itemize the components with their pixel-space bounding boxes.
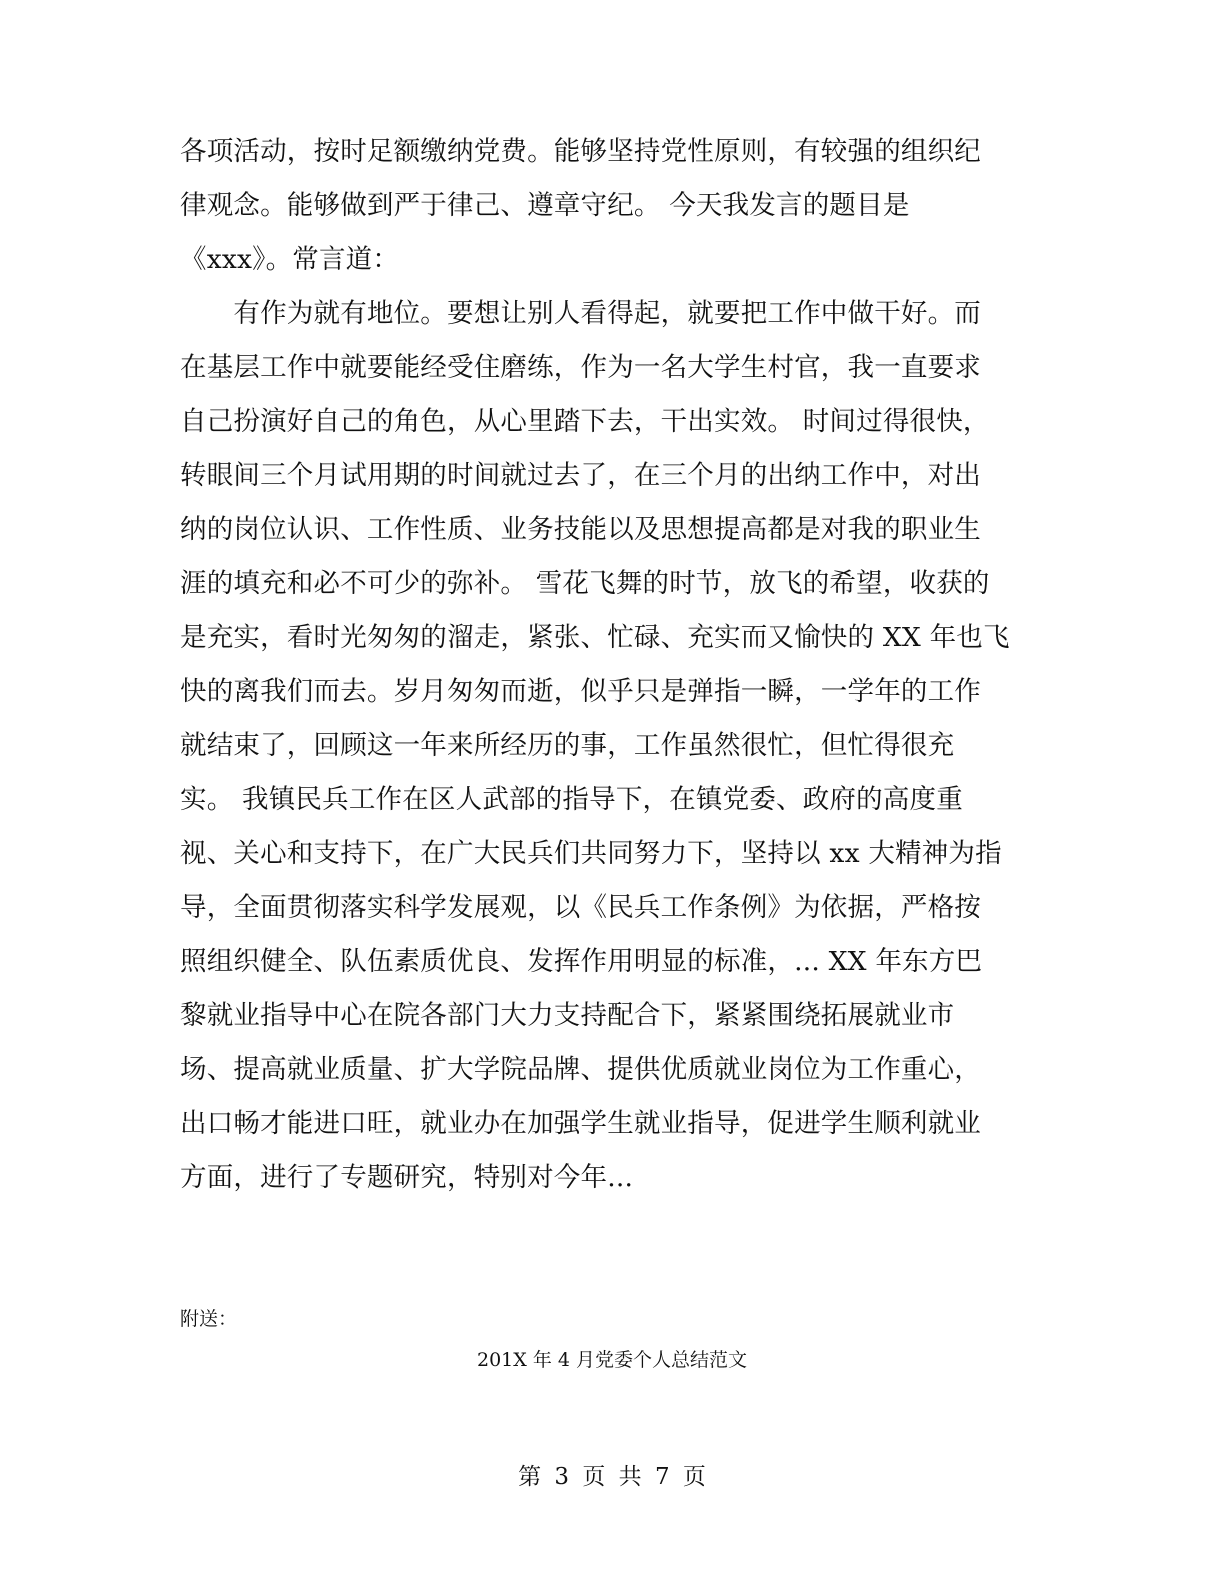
text-line: 自己扮演好自己的角色，从心里踏下去，干出实效。 时间过得很快， [180,406,990,437]
text-line: 各项活动，按时足额缴纳党费。能够坚持党性原则，有较强的组织纪 [180,136,981,167]
text-line: 照组织健全、队伍素质优良、发挥作用明显的标准，... XX 年东方巴 [180,946,983,977]
text-line: 是充实，看时光匆匆的溜走，紧张、忙碌、充实而又愉快的 XX 年也飞 [180,622,1010,653]
text-line: 转眼间三个月试用期的时间就过去了，在三个月的出纳工作中，对出 [180,460,981,491]
text-line: 黎就业指导中心在院各部门大力支持配合下，紧紧围绕拓展就业市 [180,1000,955,1031]
text-line: 《xxx》。常言道： [180,244,400,275]
text-line: 就结束了，回顾这一年来所经历的事，工作虽然很忙，但忙得很充 [180,730,955,761]
text-line: 场、提高就业质量、扩大学院品牌、提供优质就业岗位为工作重心， [180,1054,981,1085]
text-line: 涯的填充和必不可少的弥补。 雪花飞舞的时节，放飞的希望，收获的 [180,568,990,599]
text-line: 方面，进行了专题研究，特别对今年... [180,1162,634,1193]
attachment-title: 201X 年 4 月党委个人总结范文 [477,1349,747,1371]
text-line: 有作为就有地位。要想让别人看得起，就要把工作中做干好。而 [180,298,981,329]
page-footer: 第 3 页 共 7 页 [518,1464,706,1490]
text-line: 实。 我镇民兵工作在区人武部的指导下，在镇党委、政府的高度重 [180,784,963,815]
text-line: 快的离我们而去。岁月匆匆而逝，似乎只是弹指一瞬，一学年的工作 [180,676,981,707]
text-line: 视、关心和支持下，在广大民兵们共同努力下，坚持以 xx 大精神为指 [180,838,1002,869]
body-text [180,125,1080,1205]
attachment-label: 附送： [180,1308,238,1330]
text-line: 律观念。能够做到严于律己、遵章守纪。 今天我发言的题目是 [180,190,910,221]
text-line: 纳的岗位认识、工作性质、业务技能以及思想提高都是对我的职业生 [180,514,981,545]
text-line: 在基层工作中就要能经受住磨练，作为一名大学生村官，我一直要求 [180,352,981,383]
text-line: 出口畅才能进口旺，就业办在加强学生就业指导，促进学生顺利就业 [180,1108,981,1139]
text-line: 导，全面贯彻落实科学发展观，以《民兵工作条例》为依据，严格按 [180,892,981,923]
